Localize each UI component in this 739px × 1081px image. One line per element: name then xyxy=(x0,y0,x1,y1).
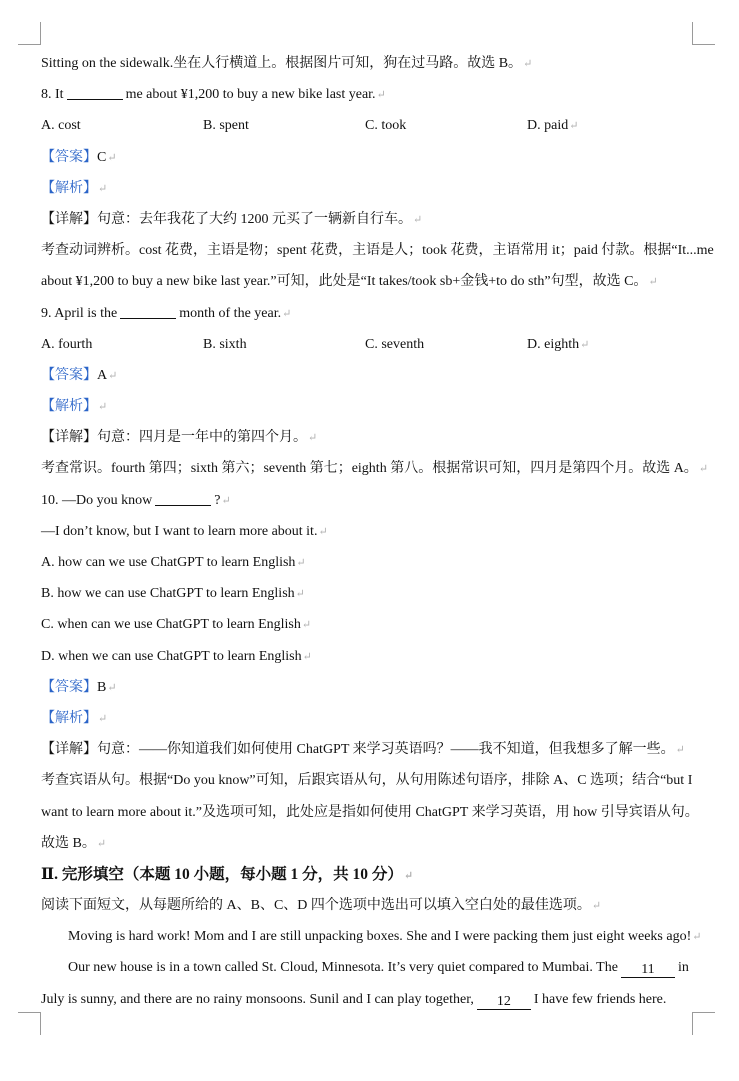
question-9: 9. April is the month of the year.↵ xyxy=(41,305,292,321)
paragraph-mark-icon: ↵ xyxy=(301,619,312,632)
paragraph-mark-icon: ↵ xyxy=(96,837,107,850)
detail-label: 【详解】 xyxy=(41,211,97,227)
answer-value: B xyxy=(97,679,107,695)
crop-mark-top-right xyxy=(692,22,715,45)
analysis-10-label: 【解析】↵ xyxy=(41,710,108,726)
explanation-8-line1: 考查动词辨析。cost 花费，主语是物；spent 花费，主语是人；took 花费，主语常用 it；paid 付款。根据“It...me xyxy=(41,243,714,259)
paragraph-mark-icon: ↵ xyxy=(413,213,423,226)
paragraph-mark-icon: ↵ xyxy=(302,650,312,663)
explanation-10-line3: 故选 B。↵ xyxy=(41,835,107,851)
paragraph-mark-icon: ↵ xyxy=(108,369,118,382)
option-d: D. eighth↵ xyxy=(527,336,590,352)
explanation-10-line1: 考查宾语从句。根据“Do you know”可知，后跟宾语从句，从句用陈述句语序，排除 A、C 选项；结合“but I xyxy=(41,773,693,789)
analysis-8-label: 【解析】↵ xyxy=(41,180,108,196)
answer-blank xyxy=(155,491,211,506)
detail-label: 【详解】 xyxy=(41,430,97,446)
option-d: D. paid↵ xyxy=(527,118,579,134)
paragraph-mark-icon: ↵ xyxy=(98,401,108,414)
answer-value: C xyxy=(97,149,107,165)
option-b: B. how we can use ChatGPT to learn English↵ xyxy=(41,586,305,602)
question-9-options xyxy=(41,329,701,360)
text-line: Sitting on the sidewalk.坐在人行横道上。根据图片可知，狗在过马路。故选 B。↵ xyxy=(41,56,533,71)
crop-mark-bottom-right xyxy=(692,1012,715,1035)
paragraph-mark-icon: ↵ xyxy=(221,494,231,507)
answer-label: 【答案】 xyxy=(41,149,97,165)
crop-mark-bottom-left xyxy=(18,1012,41,1035)
question-10-reply: —I don’t know, but I want to learn more about it.↵ xyxy=(41,523,328,539)
option-c: C. took xyxy=(365,118,407,134)
paragraph-mark-icon: ↵ xyxy=(376,89,386,102)
paragraph-mark-icon: ↵ xyxy=(107,681,117,694)
crop-mark-top-left xyxy=(18,22,41,45)
paragraph-mark-icon: ↵ xyxy=(98,712,108,725)
option-a: A. cost xyxy=(41,118,81,134)
paragraph-mark-icon: ↵ xyxy=(569,120,579,133)
passage-paragraph-1: Moving is hard work! Mom and I are still unpacking boxes. She and I were packing them just eight weeks ago!↵ xyxy=(68,929,702,945)
detail-9: 【详解】句意：四月是一年中的第四个月。↵ xyxy=(41,430,318,446)
paragraph-mark-icon: ↵ xyxy=(295,588,305,601)
paragraph-mark-icon: ↵ xyxy=(403,869,414,882)
option-b: B. spent xyxy=(203,118,249,134)
paragraph-mark-icon: ↵ xyxy=(296,557,306,569)
paragraph-mark-icon: ↵ xyxy=(675,744,685,757)
option-c: C. seventh xyxy=(365,336,425,352)
option-a: A. how can we use ChatGPT to learn English↵ xyxy=(41,555,306,570)
detail-10: 【详解】句意：——你知道我们如何使用 ChatGPT 来学习英语吗？——我不知道，但我想多了解一些。↵ xyxy=(41,742,685,758)
paragraph-mark-icon: ↵ xyxy=(523,58,533,70)
answer-label: 【答案】 xyxy=(41,367,97,383)
answer-value: A xyxy=(97,367,108,383)
paragraph-mark-icon: ↵ xyxy=(580,338,590,351)
detail-8: 【详解】句意：去年我花了大约 1200 元买了一辆新自行车。↵ xyxy=(41,211,423,227)
answer-9 xyxy=(41,360,701,391)
cloze-blank-12: 12 xyxy=(477,995,531,1010)
paragraph-mark-icon: ↵ xyxy=(107,151,117,164)
paragraph-mark-icon: ↵ xyxy=(648,276,658,289)
detail-label: 【详解】 xyxy=(41,742,97,758)
paragraph-mark-icon: ↵ xyxy=(308,432,318,445)
question-8: 8. It me about ¥1,200 to buy a new bike last year.↵ xyxy=(41,87,386,103)
paragraph-mark-icon: ↵ xyxy=(692,931,702,944)
passage-paragraph-2-line2: July is sunny, and there are no rainy monsoons. Sunil and I can play together, 12 I have few friends here. xyxy=(41,991,667,1009)
answer-8 xyxy=(41,142,701,173)
answer-blank xyxy=(67,85,123,100)
explanation-8-line2: about ¥1,200 to buy a new bike last year.”可知，此处是“It takes/took sb+金钱+to do sth”句型，故选 C。↵ xyxy=(41,274,658,290)
explanation-9: 考查常识。fourth 第四；sixth 第六；seventh 第七；eighth 第八。根据常识可知，四月是第四个月。故选 A。↵ xyxy=(41,461,709,477)
option-d: D. when we can use ChatGPT to learn English↵ xyxy=(41,648,312,664)
cloze-blank-11: 11 xyxy=(621,963,675,978)
question-10: 10. —Do you know ?↵ xyxy=(41,492,231,508)
option-b: B. sixth xyxy=(203,336,247,352)
answer-10 xyxy=(41,672,701,703)
paragraph-mark-icon: ↵ xyxy=(698,463,709,476)
paragraph-mark-icon: ↵ xyxy=(591,900,602,913)
paragraph-mark-icon: ↵ xyxy=(282,307,292,320)
passage-paragraph-2-line1: Our new house is in a town called St. Cloud, Minnesota. It’s very quiet compared to Mumbai. The 11 in xyxy=(68,960,689,978)
paragraph-mark-icon: ↵ xyxy=(318,525,328,538)
document-body xyxy=(41,48,714,1015)
section-instructions: 阅读下面短文，从每题所给的 A、B、C、D 四个选项中选出可以填入空白处的最佳选项。↵ xyxy=(41,898,602,914)
option-c: C. when can we use ChatGPT to learn English↵ xyxy=(41,617,312,633)
section-heading: Ⅱ. 完形填空（本题 10 小题，每小题 1 分，共 10 分）↵ xyxy=(41,865,414,883)
analysis-9-label: 【解析】↵ xyxy=(41,399,108,415)
option-a: A. fourth xyxy=(41,336,93,352)
answer-label: 【答案】 xyxy=(41,679,97,695)
question-8-options xyxy=(41,110,701,141)
paragraph-mark-icon: ↵ xyxy=(98,182,108,195)
answer-blank xyxy=(120,304,176,319)
explanation-10-line2: want to learn more about it.”及选项可知，此处应是指如何使用 ChatGPT 来学习英语，用 how 引导宾语从句。 xyxy=(41,804,699,820)
